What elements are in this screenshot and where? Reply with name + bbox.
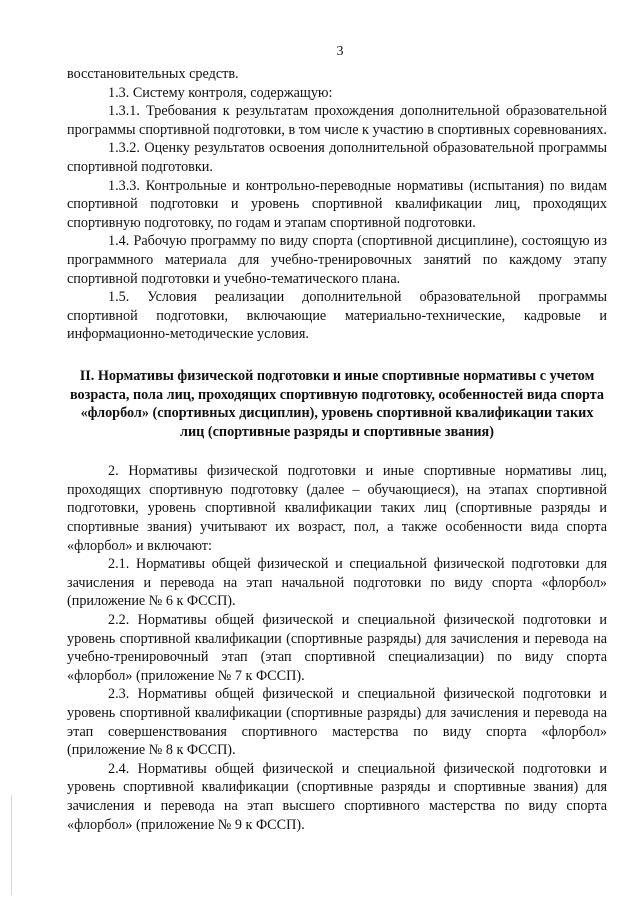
scan-edge-line	[11, 795, 12, 895]
paragraph: 1.3.1. Требования к результатам прохождения дополнительной образовательной программы спортивной подготовки, в том числе к участию в спортивных соревнованиях.	[67, 103, 607, 138]
paragraph: 2.1. Нормативы общей физической и специальной физической подготовки для зачисления и перевода на этап начальной подготовки по виду спорта «флорбол» (приложение № 6 к ФССП).	[67, 556, 607, 610]
paragraph: 1.3. Систему контроля, содержащую:	[108, 84, 333, 101]
paragraph: 2.4. Нормативы общей физической и специальной физической подготовки и уровень спортивной квалификации (спортивные разряды и спортивные звания) для зачисления и перевода на этап высшего спортивного мастерства по виду спорта «флорбол» (приложение № 9 к ФССП).	[67, 760, 607, 833]
paragraph: 2. Нормативы физической подготовки и иные спортивные нормативы лиц, проходящих спортивную подготовку (далее – обучающиеся), на этапах спортивной подготовки, уровень спортивной квалификации таких лиц (спортивные разряды и спортивные звания) учитывают их возраст, пол, а также особенности вида спорта «флорбол» и включают:	[67, 463, 607, 554]
paragraph: 2.3. Нормативы общей физической и специальной физической подготовки и уровень спортивной квалификации (спортивные разряды) для зачисления и перевода на этап совершенствования спортивного мастерства по виду спорта «флорбол» (приложение № 8 к ФССП).	[67, 686, 607, 759]
paragraph: 1.3.3. Контрольные и контрольно-переводные нормативы (испытания) по видам спортивной подготовки и уровень спортивной квалификации лиц, проходящих спортивную подготовку, по годам и этапам спортивной подготовки.	[67, 177, 607, 231]
page-number: 3	[336, 44, 344, 59]
paragraph: 2.2. Нормативы общей физической и специальной физической подготовки и уровень спортивной квалификации (спортивные разряды) для зачисления и перевода на учебно-тренировочный этап (этап спортивной специализации) по виду спорта «флорбол» (приложение № 7 к ФССП).	[67, 612, 607, 684]
document-body	[67, 65, 607, 834]
paragraph: восстановительных средств.	[67, 66, 239, 82]
paragraph: 1.3.2. Оценку результатов освоения дополнительной образовательной программы спортивной подготовки.	[67, 140, 607, 175]
paragraph: 1.5. Условия реализации дополнительной образовательной программы спортивной подготовки, включающие материально-технические, кадровые и информационно-методические условия.	[67, 289, 607, 343]
paragraph: 1.4. Рабочую программу по виду спорта (спортивной дисциплине), состоящую из программного материала для учебно-тренировочных занятий по каждому этапу спортивной подготовки и учебно-тематического плана.	[67, 233, 607, 287]
section-heading: II. Нормативы физической подготовки и иные спортивные нормативы с учетом возраста, пола лиц, проходящих спортивную подготовку, особенностей вида спорта «флорбол» (спортивных дисциплин), уровень спортивной квалификации таких лиц (спортивные разряды и спортивные звания)	[69, 367, 604, 440]
